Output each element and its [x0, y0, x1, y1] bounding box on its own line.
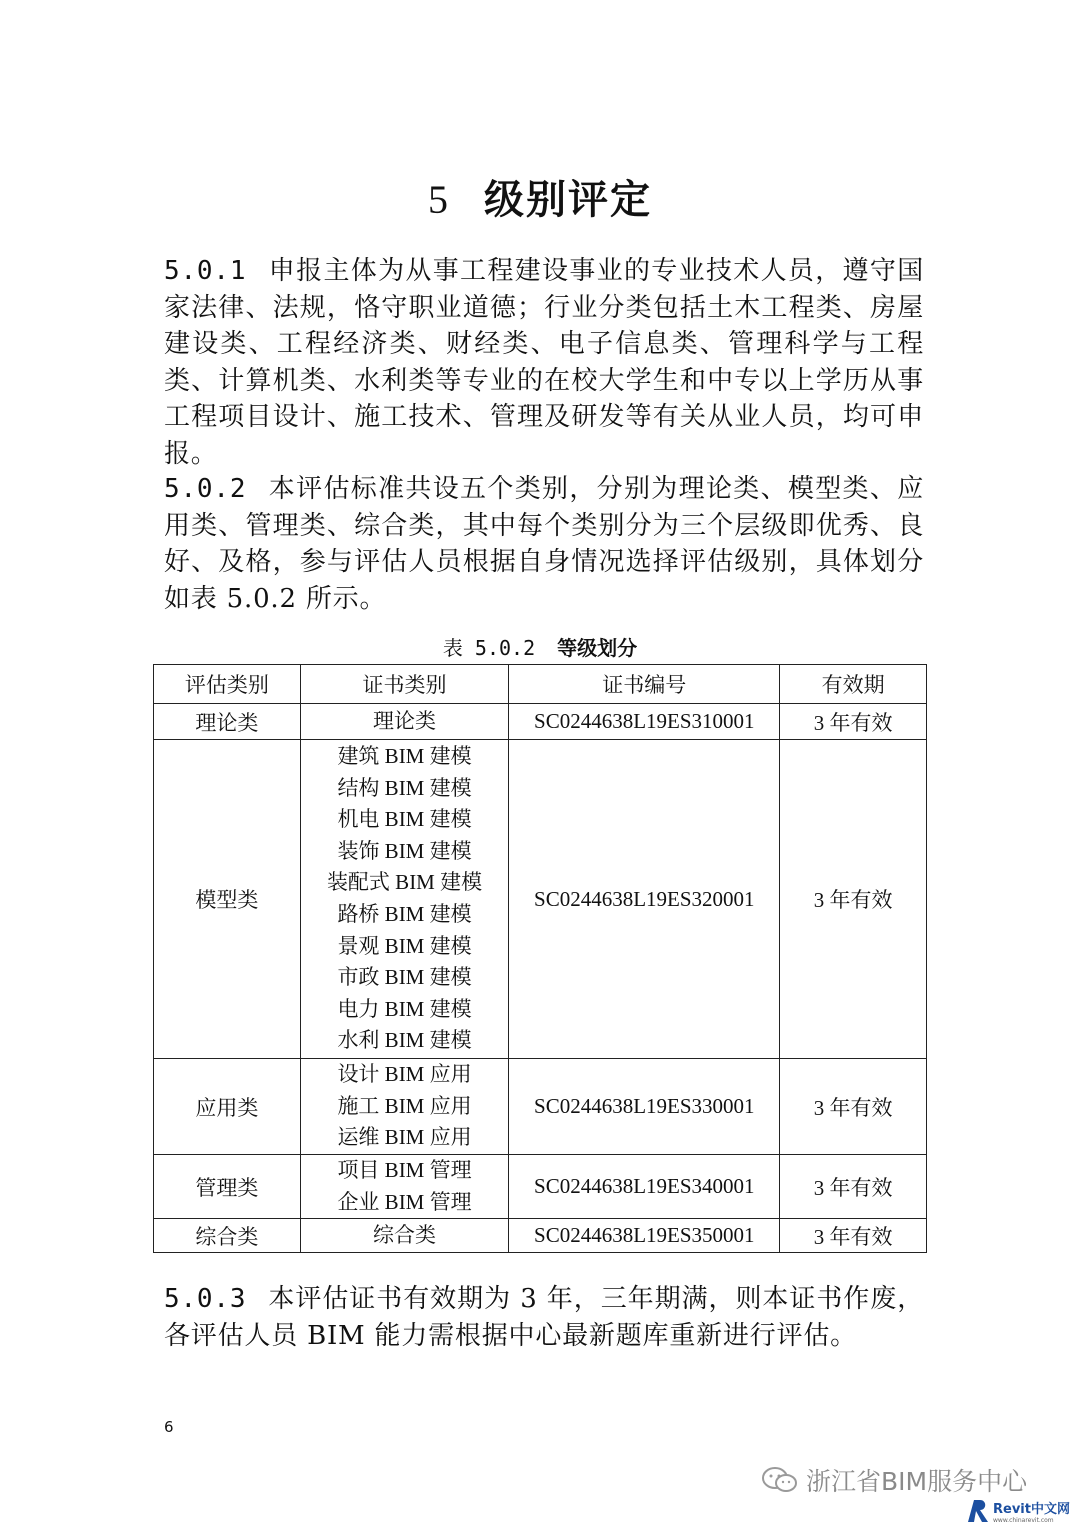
site-badge [965, 1497, 1075, 1525]
cell-validity: 3 年有效 [780, 704, 927, 740]
watermark [760, 1463, 1060, 1497]
chapter-title [0, 168, 1080, 225]
cert-item: 景观 BIM 建模 [337, 933, 472, 958]
table-row [154, 1219, 927, 1253]
cell-category: 管理类 [154, 1155, 301, 1219]
site-url: www.chinarevit.com [993, 1517, 1054, 1524]
cell-code: SC0244638L19ES350001 [509, 1219, 780, 1253]
cert-item: 机电 BIM 建模 [337, 807, 472, 832]
clause-5-0-2 [164, 471, 924, 617]
cell-code: SC0244638L19ES340001 [509, 1155, 780, 1219]
cell-certs [300, 704, 509, 740]
cell-code: SC0244638L19ES310001 [509, 704, 780, 740]
cert-item: 水利 BIM 建模 [337, 1028, 472, 1053]
cell-validity: 3 年有效 [780, 1059, 927, 1155]
clause-5-0-1 [164, 253, 924, 472]
site-name: Revit中文网 [993, 1502, 1070, 1517]
table-caption-title: 等级划分 [557, 636, 638, 660]
cell-certs [300, 1155, 509, 1219]
cert-item: 运维 BIM 应用 [337, 1125, 472, 1150]
clause-number: 5.0.3 [164, 1284, 247, 1314]
header-cert-code: 证书编号 [509, 665, 780, 704]
clause-5-0-3 [164, 1281, 924, 1354]
table-row [154, 740, 927, 1059]
chapter-title-text: 级别评定 [484, 177, 652, 223]
cell-validity: 3 年有效 [780, 740, 927, 1059]
table-row [154, 704, 927, 740]
table-header-row [154, 665, 927, 704]
cell-category: 模型类 [154, 740, 301, 1059]
cell-category: 应用类 [154, 1059, 301, 1155]
clause-number: 5.0.1 [164, 256, 247, 286]
cell-code: SC0244638L19ES320001 [509, 740, 780, 1059]
cert-item: 建筑 BIM 建模 [337, 744, 472, 769]
cell-certs [300, 1059, 509, 1155]
clause-text: 申报主体为从事工程建设事业的专业技术人员，遵守国家法律、法规，恪守职业道德；行业分类包括土木工程类、房屋建设类、工程经济类、财经类、电子信息类、管理科学与工程类、计算机类、水利类等专业的在校大学生和中专以上学历从事工程项目设计、施工技术、管理及研发等有关从业人员，均可申报。 [164, 256, 924, 469]
cert-item: 结构 BIM 建模 [337, 775, 472, 800]
table-row [154, 1059, 927, 1155]
chapter-number: 5 [428, 177, 450, 222]
cert-item: 设计 BIM 应用 [337, 1062, 472, 1087]
revit-logo-icon [965, 1498, 991, 1524]
cell-code: SC0244638L19ES330001 [509, 1059, 780, 1155]
table-row [154, 1155, 927, 1219]
clause-text: 本评估证书有效期为 3 年，三年期满，则本证书作废，各评估人员 BIM 能力需根据中心最新题库重新进行评估。 [164, 1284, 924, 1351]
cert-item: 路桥 BIM 建模 [337, 902, 472, 926]
watermark-text: 浙江省BIM服务中心 [806, 1467, 1028, 1496]
table-caption-number: 表 5.0.2 [442, 636, 536, 660]
cert-item: 装饰 BIM 建模 [337, 838, 472, 863]
header-validity: 有效期 [780, 665, 927, 704]
cell-category: 综合类 [154, 1219, 301, 1253]
cert-item: 理论类 [373, 708, 437, 733]
table-caption [0, 632, 1080, 661]
cell-category: 理论类 [154, 704, 301, 740]
clause-text: 本评估标准共设五个类别，分别为理论类、模型类、应用类、管理类、综合类，其中每个类别分为三个层级即优秀、良好、及格，参与评估人员根据自身情况选择评估级别，具体划分如表 5.0.2 所示。 [164, 474, 924, 614]
cert-item: 装配式 BIM 建模 [326, 870, 483, 895]
grade-table [153, 664, 927, 1253]
cell-certs [300, 1219, 509, 1253]
cert-item: 电力 BIM 建模 [337, 996, 472, 1021]
cert-item: 综合类 [373, 1222, 437, 1247]
clause-number: 5.0.2 [164, 474, 247, 504]
header-eval-category: 评估类别 [154, 665, 301, 704]
cert-item: 市政 BIM 建模 [337, 965, 472, 990]
site-badge-text [993, 1498, 1070, 1524]
cell-certs [300, 740, 509, 1059]
cert-item: 施工 BIM 应用 [337, 1093, 472, 1118]
cert-item: 项目 BIM 管理 [337, 1158, 472, 1182]
wechat-icon [760, 1465, 800, 1495]
cell-validity: 3 年有效 [780, 1155, 927, 1219]
cell-validity: 3 年有效 [780, 1219, 927, 1253]
header-cert-category: 证书类别 [300, 665, 509, 704]
cert-item: 企业 BIM 管理 [337, 1189, 472, 1214]
page-number: 6 [164, 1418, 174, 1436]
